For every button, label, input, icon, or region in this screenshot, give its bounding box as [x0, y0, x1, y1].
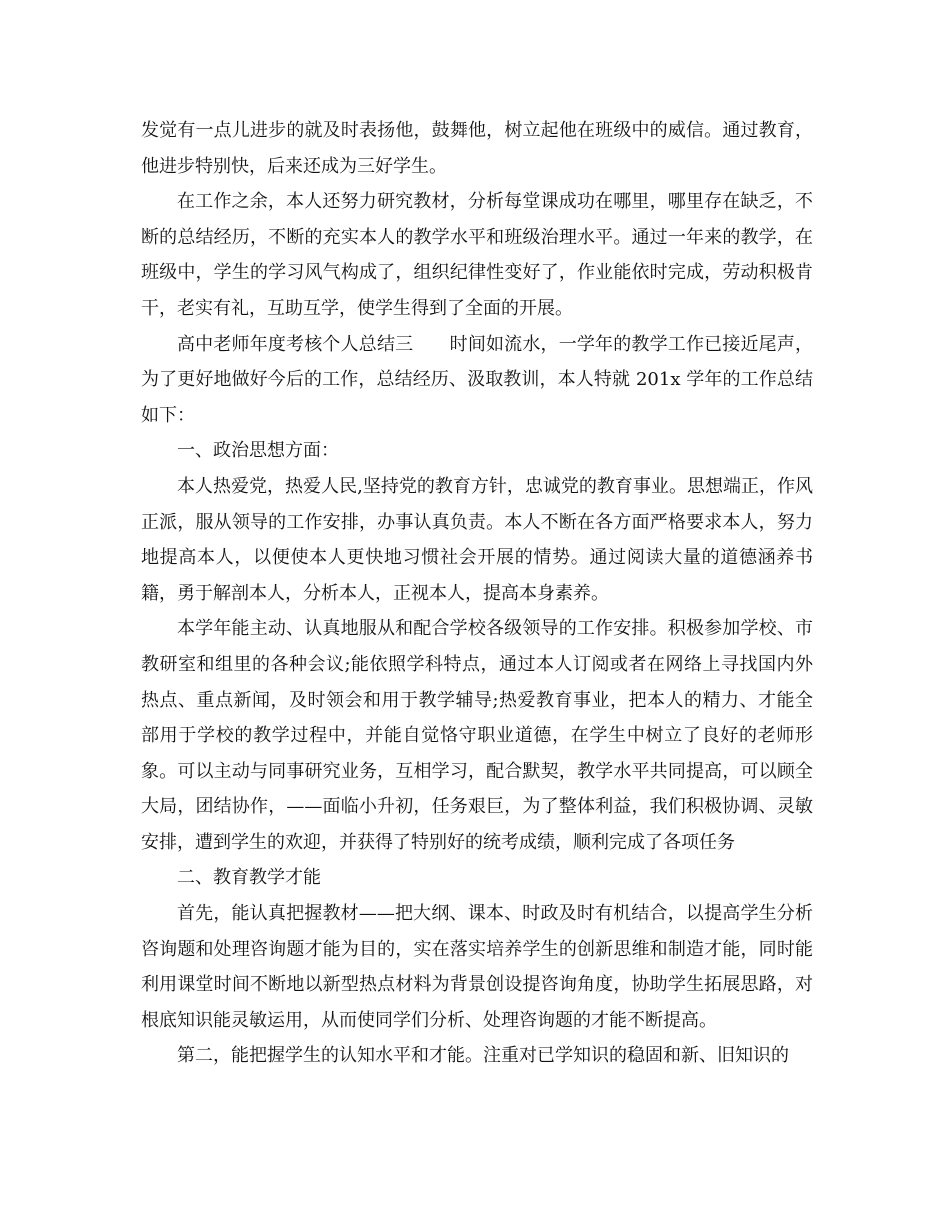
- paragraph-political-thought: 本人热爱党，热爱人民,坚持党的教育方针，忠诚党的教育事业。思想端正，作风正派，服从领导的工作安排，办事认真负责。本人不断在各方面严格要求本人，努力地提高本人，以便使本人更快地习惯社会开展的情势。通过阅读大量的道德涵养书籍，勇于解剖本人，分析本人，正视本人，提高本身素养。: [141, 475, 813, 604]
- paragraph-summary-three-intro: 高中老师年度考核个人总结三 时间如流水，一学年的教学工作已接近尾声，为了更好地做好今后的工作，总结经历、汲取教训，本人特就 201x 学年的工作总结如下：: [141, 333, 813, 426]
- section-heading-political: 一、政治思想方面：: [177, 440, 339, 462]
- document-page: [141, 113, 813, 1074]
- paragraph-teaching-second: 第二，能把握学生的认知水平和才能。注重对已学知识的稳固和新、旧知识的: [177, 1045, 789, 1067]
- paragraph-continuation: 发觉有一点儿进步的就及时表扬他，鼓舞他，树立起他在班级中的威信。通过教育，他进步特别快，后来还成为三好学生。: [141, 120, 813, 177]
- section-heading-teaching-ability: 二、教育教学才能: [177, 867, 321, 889]
- paragraph-teaching-research: 在工作之余，本人还努力研究教材，分析每堂课成功在哪里，哪里存在缺乏，不断的总结经历，不断的充实本人的教学水平和班级治理水平。通过一年来的教学，在班级中，学生的学习风气构成了，组织纪律性变好了，作业能依时完成，劳动积极肯干，老实有礼，互助互学，使学生得到了全面的开展。: [141, 191, 813, 319]
- paragraph-work-arrangement: 本学年能主动、认真地服从和配合学校各级领导的工作安排。积极参加学校、市教研室和组里的各种会议;能依照学科特点，通过本人订阅或者在网络上寻找国内外热点、重点新闻，及时领会和用于教学辅导;热爱教育事业，把本人的精力、才能全部用于学校的教学过程中，并能自觉恪守职业道德，在学生中树立了良好的老师形象。可以主动与同事研究业务，互相学习，配合默契，教学水平共同提高，可以顾全大局，团结协作，——面临小升初，任务艰巨，为了整体利益，我们积极协调、灵敏安排，遭到学生的欢迎，并获得了特别好的统考成绩，顺利完成了各项任务: [141, 618, 813, 853]
- paragraph-teaching-first: 首先，能认真把握教材——把大纲、课本、时政及时有机结合，以提高学生分析咨询题和处理咨询题才能为目的，实在落实培养学生的创新思维和制造才能，同时能利用课堂时间不断地以新型热点材料为背景创设提咨询角度，协助学生拓展思路，对根底知识能灵敏运用，从而使同学们分析、处理咨询题的才能不断提高。: [141, 903, 813, 1031]
